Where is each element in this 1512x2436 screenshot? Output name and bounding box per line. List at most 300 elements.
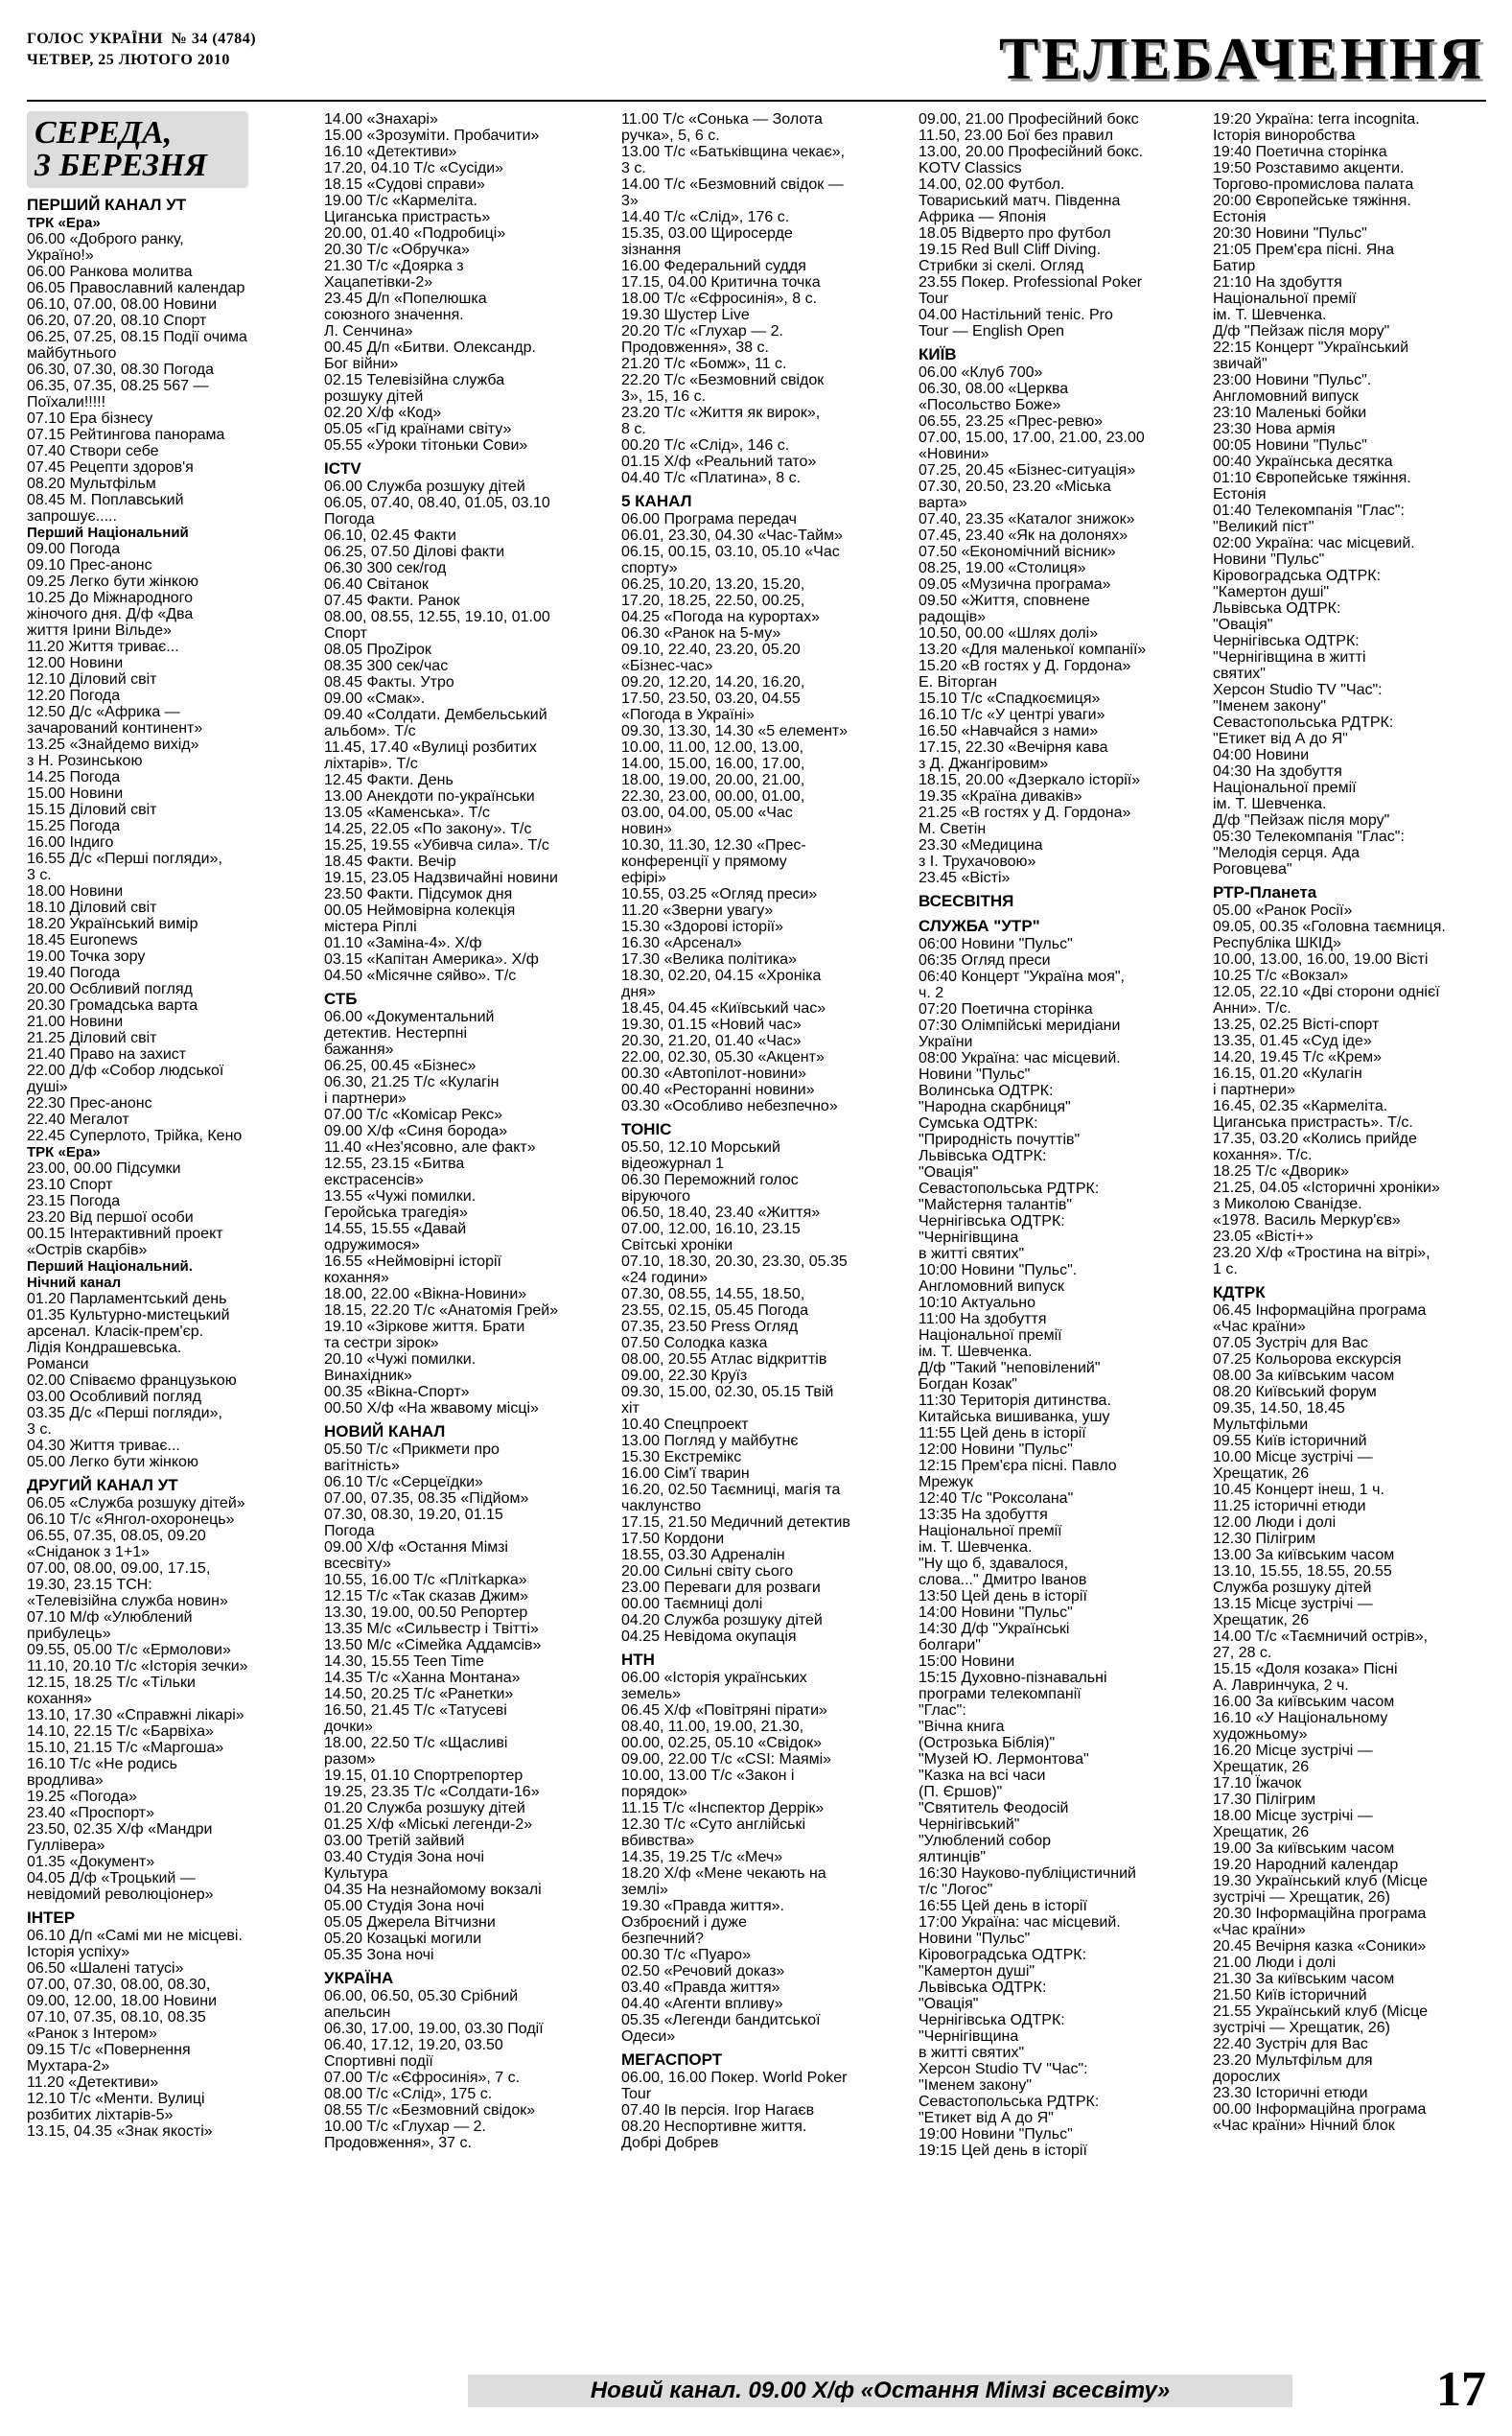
listing-line: 00:05 Новини "Пульс" xyxy=(1213,437,1367,454)
listing-line: 15.30 Екстремікс xyxy=(621,1449,742,1465)
listing-line: 13:50 Цей день в історії xyxy=(919,1588,1087,1604)
listing-line: Севастопольська РДТРК: xyxy=(919,1181,1100,1197)
listing-line: 21:05 Прем'єра пісні. Яна xyxy=(1213,242,1395,258)
listing-line: 14.50, 20.25 Т/с «Ранетки» xyxy=(324,1686,514,1702)
listing-line: 23.00, 00.00 Підсумки xyxy=(27,1160,181,1177)
listing-line: 09.35, 14.50, 18.45 xyxy=(1213,1400,1345,1417)
listing-line: 06.00 «Документальний xyxy=(324,1009,495,1025)
listing-line: 12.15, 18.25 Т/с «Тільки xyxy=(27,1675,196,1691)
listing-line: 00.00, 02.25, 05.10 «Свідок» xyxy=(621,1735,822,1751)
listing-line: 14:30 Д/ф "Українські xyxy=(919,1621,1070,1637)
listing-line: 18.05 Відверто про футбол xyxy=(919,225,1111,242)
listing-line: 13.25, 02.25 Вісті-спорт xyxy=(1213,1017,1380,1033)
listing-line: спорту» xyxy=(621,560,678,576)
listing-line: 14.00, 02.00 Футбол. xyxy=(919,176,1065,193)
listing-line: 11.10, 20.10 Т/с «Історія зечки» xyxy=(27,1658,248,1675)
listing-line: 18.45 Euronews xyxy=(27,932,138,949)
listing-line: 08.20 Київський форум xyxy=(1213,1384,1377,1400)
listing-line: 18.25 Т/с «Дворик» xyxy=(1213,1163,1349,1180)
listing-line: 00.45 Д/п «Битви. Олександр. xyxy=(324,340,536,356)
listing-line: "Святитель Феодосій xyxy=(919,1800,1069,1816)
listing-line: новин» xyxy=(621,821,672,837)
listing-line: «Сніданок з 1+1» xyxy=(27,1544,151,1560)
listing-line: Севастопольська РДТРК: xyxy=(1213,714,1394,731)
listing-line: 04:00 Новини xyxy=(1213,747,1310,763)
listing-line: союзного значення. xyxy=(324,307,464,323)
listing-line: земель» xyxy=(621,1686,681,1702)
listing-line: 19.35 «Країна диваків» xyxy=(919,788,1082,805)
listing-line: 16.10 Т/с «Не родись xyxy=(27,1756,177,1772)
listing-line: 05.35 Зона ночі xyxy=(324,1947,434,1963)
listing-line: Торгово-промислова палата xyxy=(1213,176,1414,193)
listing-line: 06.50, 18.40, 23.40 «Життя» xyxy=(621,1205,821,1221)
listing-line: 06.30, 08.00 «Церква xyxy=(919,381,1069,397)
listing-line: 03.15 «Капітан Америка». Х/ф xyxy=(324,951,539,968)
listing-line: "Глас": xyxy=(919,1702,966,1719)
listing-line: «Посольство Боже» xyxy=(919,397,1061,413)
listing-line: радощів» xyxy=(919,609,987,625)
listing-line: 07.30, 08.30, 19.20, 01.15 xyxy=(324,1507,503,1523)
listing-line: розбитих ліхтарів-5» xyxy=(27,2107,174,2123)
listing-line: Романси xyxy=(27,1356,89,1372)
listing-line: Чернігівська ОДТРК: xyxy=(1213,633,1360,649)
listing-line: 20.10 «Чужі помилки. xyxy=(324,1351,477,1368)
listing-line: Англомовний випуск xyxy=(1213,388,1359,405)
listing-line: Історія виноробства xyxy=(1213,128,1356,144)
listing-line: 14:00 Новини "Пульс" xyxy=(919,1604,1073,1621)
listing-line: 07.40 Створи себе xyxy=(27,443,159,459)
listing-line: "Народна скарбниця" xyxy=(919,1099,1071,1115)
listing-line: 19.30, 23.15 ТСН: xyxy=(27,1577,152,1593)
listing-line: 20.30 Інформаційна програма xyxy=(1213,1906,1427,1922)
listing-line: 14.00 Т/с «Таємничий острів», xyxy=(1213,1628,1429,1645)
listing-line: 20.45 Вечірня казка «Соники» xyxy=(1213,1938,1427,1955)
listing-line: 18.15 «Судові справи» xyxy=(324,176,485,193)
listing-line: (Острозька Біблія)" xyxy=(919,1735,1056,1751)
channel-heading: КДТРК xyxy=(1213,1283,1266,1301)
listing-line: Д/ф "Такий "неповілений" xyxy=(919,1360,1101,1376)
listing-line: життя Ірини Вільде» xyxy=(27,622,172,639)
listing-line: 3 с. xyxy=(27,1421,52,1438)
listing-line: 08.40, 11.00, 19.00, 21.30, xyxy=(621,1719,804,1735)
listing-line: кохання» xyxy=(324,1270,389,1286)
listing-line: 09.05, 00.35 «Головна таємниця. xyxy=(1213,919,1446,935)
channel-heading: ВСЕСВІТНЯ xyxy=(919,892,1014,910)
channel-heading: КИЇВ xyxy=(919,345,957,363)
listing-line: "Камертон душі" xyxy=(919,1963,1035,1979)
listing-line: 03.00 Третій зайвий xyxy=(324,1833,465,1849)
listing-line: 11.50, 23.00 Бої без правил xyxy=(919,128,1114,144)
issue-date: ЧЕТВЕР, 25 ЛЮТОГО 2010 xyxy=(27,52,230,68)
listing-line: 21.30 Т/с «Доярка з xyxy=(324,258,464,274)
listing-line: Спортивні події xyxy=(324,2053,433,2070)
listing-line: 05.00 «Ранок Росії» xyxy=(1213,902,1353,919)
listing-line: 06.45 Інформаційна програма xyxy=(1213,1302,1427,1319)
listing-line: 16.00 Сім'ї тварин xyxy=(621,1465,750,1482)
listing-line: 10.55, 16.00 Т/с «Плітkарка» xyxy=(324,1572,527,1588)
listing-line: дочки» xyxy=(324,1719,374,1735)
channel-heading: РТР-Планета xyxy=(1213,883,1317,902)
listing-line: "Великий піст" xyxy=(1213,519,1314,535)
listing-line: 06.05 «Служба розшуку дітей» xyxy=(27,1495,245,1511)
listing-line: 18.00, 19.00, 20.00, 21.00, xyxy=(621,772,805,788)
listing-line: 07.00, 07.30, 08.00, 08.30, xyxy=(27,1977,211,1993)
listing-line: 04.40 «Агенти впливу» xyxy=(621,1996,783,2012)
listing-line: 17.15, 21.50 Медичний детектив xyxy=(621,1514,850,1531)
listing-line: 07.40 Ів персія. Ігор Нагаєв xyxy=(621,2102,815,2119)
listing-line: (П. Єршов)" xyxy=(919,1784,1003,1800)
listing-line: 12.10 Діловий світ xyxy=(27,671,157,688)
listing-line: 17.10 Їжачок xyxy=(1213,1775,1302,1792)
listing-line: 00.00 Інформаційна програма xyxy=(1213,2101,1427,2118)
listing-line: кохання» xyxy=(27,1691,92,1707)
listing-line: «Час країни» xyxy=(1213,1319,1306,1335)
listing-line: разом» xyxy=(324,1751,376,1768)
listing-line: 17.50, 23.50, 03.20, 04.55 xyxy=(621,691,801,707)
listing-line: 13.30, 19.00, 00.50 Репортер xyxy=(324,1604,528,1621)
listing-line: 14.00 «Знахарі» xyxy=(324,111,438,128)
listing-line: 17:00 Україна: час місцевий. xyxy=(919,1914,1121,1931)
listing-line: 05:30 Телекомпанія "Глас": xyxy=(1213,829,1405,845)
listing-line: 03.35 Д/с «Перші погляди», xyxy=(27,1405,222,1421)
listing-line: 21.30 За київським часом xyxy=(1213,1971,1395,1987)
listing-line: 22.00 Д/ф «Собор людської xyxy=(27,1063,224,1079)
listing-line: 23.20 Х/ф «Тростина на вітрі», xyxy=(1213,1245,1431,1261)
listing-line: 06.05, 07.40, 08.40, 01.05, 03.10 xyxy=(324,495,550,511)
listing-line: 18.20 Український вимір xyxy=(27,916,198,932)
listing-line: 13.20 «Для маленької компанії» xyxy=(919,642,1147,658)
listing-line: звичай" xyxy=(1213,356,1268,372)
listing-line: запрошує..... xyxy=(27,508,117,525)
listing-line: 13.35, 01.45 «Суд іде» xyxy=(1213,1033,1372,1049)
listing-line: 17.15, 22.30 «Вечірня кава xyxy=(919,739,1108,756)
listing-line: Національної премії xyxy=(919,1523,1062,1539)
channel-heading: ТОНІС xyxy=(621,1120,672,1138)
listing-line: 01.25 Х/ф «Міські легенди-2» xyxy=(324,1816,533,1833)
listing-line: Сумська ОДТРК: xyxy=(919,1115,1038,1132)
section-title: ТЕЛЕБАЧЕННЯ xyxy=(998,27,1484,92)
listing-line: 07.05 Зустріч для Вас xyxy=(1213,1335,1368,1351)
listing-line: 13.00 Анекдоти по-українськи xyxy=(324,788,535,805)
listing-line: 19.25, 23.35 Т/с «Солдати-16» xyxy=(324,1784,540,1800)
listing-line: "Етикет від А до Я" xyxy=(1213,731,1348,747)
listing-line: 06.55, 23.25 «Прес-ревю» xyxy=(919,413,1104,430)
listing-line: 09.40 «Солдати. Дембельський xyxy=(324,707,547,723)
listing-line: ім. Т. Шевченка. xyxy=(1213,796,1327,812)
listing-line: 21.20 Т/с «Бомж», 11 с. xyxy=(621,356,787,372)
listing-line: "Овація" xyxy=(1213,617,1273,633)
listing-line: "Улюблений собор xyxy=(919,1833,1051,1849)
listing-line: 19.10 «Зіркове життя. Брати xyxy=(324,1319,525,1335)
listing-line: Севастопольська РДТРК: xyxy=(919,2094,1100,2110)
listing-line: 06.30 Переможний голос xyxy=(621,1172,799,1188)
listing-line: 17.20, 04.10 Т/с «Сусіди» xyxy=(324,160,504,176)
listing-line: 1 с. xyxy=(1213,1261,1238,1277)
listing-line: 07.00, 12.00, 16.10, 23.15 xyxy=(621,1221,801,1237)
listing-line: 04:30 На здобуття xyxy=(1213,763,1342,780)
listing-line: 03.00, 04.00, 05.00 «Час xyxy=(621,805,793,821)
channel-heading: 5 КАНАЛ xyxy=(621,492,692,510)
listing-line: 20.20 Т/с «Глухар — 2. xyxy=(621,323,783,340)
listing-line: 08.35 300 сек/час xyxy=(324,658,449,674)
footer-promo: Новий канал. 09.00 Х/ф «Остання Мімзі всесвіту» xyxy=(468,2375,1292,2407)
listing-line: 19.15, 23.05 Надзвичайні новини xyxy=(324,870,558,886)
listing-line: Хацапетівки-2» xyxy=(324,274,433,291)
listing-line: в житті святих" xyxy=(919,2045,1025,2061)
listing-line: 15.10, 21.15 Т/с «Маргоша» xyxy=(27,1740,224,1756)
listing-line: 21.55 Український клуб (Місце xyxy=(1213,2003,1429,2020)
listing-line: 19:20 Україна: terra incognita. xyxy=(1213,111,1420,128)
listing-line: 06.55, 07.35, 08.05, 09.20 xyxy=(27,1528,206,1544)
listing-line: України xyxy=(919,1034,973,1050)
listing-line: 17.30 Пілігрим xyxy=(1213,1792,1316,1808)
listing-line: вагітність» xyxy=(324,1458,400,1474)
listing-line: 12:15 Прем'єра пісні. Павло xyxy=(919,1458,1117,1474)
listing-line: 06.25, 07.25, 08.15 Події очима xyxy=(27,329,247,345)
listing-line: 06.10 Д/п «Самі ми не місцеві. xyxy=(27,1928,243,1944)
listing-line: 04.40 Т/с «Платина», 8 с. xyxy=(621,470,802,486)
listing-line: 23.30 Історичні етюди xyxy=(1213,2085,1368,2101)
listing-line: 10:00 Новини "Пульс". xyxy=(919,1262,1078,1278)
listing-line: 16.10 Т/с «У центрі уваги» xyxy=(919,707,1105,723)
listing-line: 13.00 Т/с «Батьківщина чекає», xyxy=(621,144,846,160)
listing-line: 05.35 «Легенди бандитської xyxy=(621,2012,821,2028)
listing-line: 20:00 Європейське тяжіння. xyxy=(1213,193,1411,209)
listing-line: 23:30 Нова армія xyxy=(1213,421,1336,437)
listing-line: 09.00 Х/ф «Остання Мімзі xyxy=(324,1539,508,1556)
listing-line: 00.35 «Вікна-Спорт» xyxy=(324,1384,470,1400)
listing-line: 15:15 Духовно-пізнавальні xyxy=(919,1670,1107,1686)
listing-line: 09.10, 22.40, 23.20, 05.20 xyxy=(621,642,801,658)
listing-line: Погода xyxy=(324,1523,375,1539)
listing-line: 13.05 «Каменська». Т/с xyxy=(324,805,490,821)
listing-line: 16.15, 01.20 «Кулагін xyxy=(1213,1066,1362,1082)
listing-line: 06.25, 07.50 Ділові факти xyxy=(324,544,505,560)
listing-line: 02.50 «Речовий доказ» xyxy=(621,1963,785,1979)
listing-line: 18.10 Діловий світ xyxy=(27,900,157,916)
listing-line: Гуллівера» xyxy=(27,1838,105,1854)
masthead-rule xyxy=(27,100,1486,102)
listing-line: Кіровоградська ОДТРК: xyxy=(919,1947,1087,1963)
listing-line: 00.05 Неймовірна колекція xyxy=(324,902,516,919)
listing-line: 11.00 Т/с «Сонька — Золота xyxy=(621,111,823,128)
listing-line: 08.00, 08.55, 12.55, 19.10, 01.00 xyxy=(324,609,550,625)
listing-line: 06.30, 07.30, 08.30 Погода xyxy=(27,362,215,378)
listing-line: Львівська ОДТРК: xyxy=(919,1979,1047,1996)
listing-line: 21.25, 04.05 «Історичні хроніки» xyxy=(1213,1180,1440,1196)
listing-line: 11:00 На здобуття xyxy=(919,1311,1047,1327)
listing-line: 06.10 Т/с «Серцеїдки» xyxy=(324,1474,483,1490)
listing-line: 13.25 «Знайдемо вихід» xyxy=(27,737,199,753)
listing-line: 04.05 Д/ф «Троцький — xyxy=(27,1870,196,1886)
listing-line: 16:55 Цей день в історії xyxy=(919,1898,1087,1914)
listing-line: 00.40 «Ресторанні новини» xyxy=(621,1082,815,1098)
listing-line: 12.30 Пілігрим xyxy=(1213,1531,1316,1547)
channel-subheading: Перший Національний. xyxy=(27,1258,193,1275)
listing-line: 00:40 Українська десятка xyxy=(1213,454,1393,470)
listing-line: 14.20, 19.45 Т/с «Крем» xyxy=(1213,1049,1382,1066)
listing-line: 13.15, 04.35 «Знак якості» xyxy=(27,2123,213,2140)
listing-line: 20.00 Осбливий погляд xyxy=(27,981,193,997)
listing-line: художньому» xyxy=(1213,1726,1308,1743)
listing-line: Чернігівська ОДТРК: xyxy=(919,2012,1065,2028)
listing-line: Tour xyxy=(919,291,949,307)
listing-line: землі» xyxy=(621,1882,668,1898)
listing-line: "Чернігівщина в житті xyxy=(1213,649,1366,666)
paper-name: ГОЛОС УКРАЇНИ xyxy=(27,31,163,47)
listing-line: Кіровоградська ОДТРК: xyxy=(1213,568,1382,584)
listing-line: 10.00 Т/с «Глухар — 2. xyxy=(324,2119,486,2135)
listing-line: "Ну що б, здавалося, xyxy=(919,1556,1069,1572)
listing-line: Національної премії xyxy=(1213,291,1357,307)
listing-line: 08:00 Україна: час місцевий. xyxy=(919,1050,1121,1066)
listing-line: зізнання xyxy=(621,242,682,258)
listing-line: 14.00 Т/с «Безмовний свідок — xyxy=(621,176,844,193)
listing-column-4 xyxy=(919,111,1192,2346)
listing-line: 14.40 Т/с «Слід», 176 с. xyxy=(621,209,790,225)
listing-line: і партнери» xyxy=(324,1090,407,1107)
listing-line: 23.55 Покер. Professional Poker xyxy=(919,274,1143,291)
masthead-left xyxy=(27,29,256,71)
channel-heading: ПЕРШИЙ КАНАЛ УТ xyxy=(27,196,187,214)
listing-line: 12.00 Люди і долі xyxy=(1213,1514,1337,1531)
listing-line: 19.30 «Правда життя». xyxy=(621,1898,784,1914)
listing-line: 23.50 Факти. Підсумок дня xyxy=(324,886,513,902)
listing-line: 02.20 Х/ф «Код» xyxy=(324,405,442,421)
listing-line: 09.05 «Музична програма» xyxy=(919,576,1111,593)
listing-line: 11.20 «Зверни увагу» xyxy=(621,902,774,919)
listing-line: 14.25, 22.05 «По закону». Т/с xyxy=(324,821,532,837)
listing-line: Служба розшуку дітей xyxy=(1213,1580,1372,1596)
listing-line: 15.00 Новини xyxy=(27,785,124,802)
listing-line: 16.45, 02.35 «Кармеліта. xyxy=(1213,1098,1388,1114)
listing-line: 16.50 «Навчайся з нами» xyxy=(919,723,1099,739)
listing-line: 09.00 Х/ф «Синя борода» xyxy=(324,1123,508,1139)
listing-line: 18.00 Т/с «Єфросинія», 8 с. xyxy=(621,291,818,307)
masthead xyxy=(27,29,1484,98)
listing-line: «24 години» xyxy=(621,1270,709,1286)
listing-line: 20.30 Громадська варта xyxy=(27,997,198,1014)
listing-line: 16.20 Місце зустрічі — xyxy=(1213,1743,1373,1759)
listing-line: 10.30, 11.30, 12.30 «Прес- xyxy=(621,837,806,854)
listing-line: 09.30, 15.00, 02.30, 05.15 Твій xyxy=(621,1384,834,1400)
listing-line: 10.00 Місце зустрічі — xyxy=(1213,1449,1373,1465)
listing-line: 06.30, 17.00, 19.00, 03.30 Події xyxy=(324,2021,544,2037)
listing-line: 05.20 Козацькі могили xyxy=(324,1931,482,1947)
listing-column-3 xyxy=(621,111,895,2346)
listing-line: 05.50 Т/с «Прикмети про xyxy=(324,1441,500,1458)
listing-line: 16.30 «Арсенал» xyxy=(621,935,742,951)
listing-line: 19:00 Новини "Пульс" xyxy=(919,2126,1073,2143)
listing-line: 01.15 Х/ф «Реальний тато» xyxy=(621,454,817,470)
listing-line: дорослих xyxy=(1213,2069,1281,2085)
listing-line: 06.15, 00.15, 03.10, 05.10 «Час xyxy=(621,544,840,560)
listing-line: 12.15 Т/с «Так сказав Джим» xyxy=(324,1588,529,1604)
listing-line: Національної премії xyxy=(1213,780,1357,796)
listing-line: «1978. Василь Меркур'єв» xyxy=(1213,1212,1401,1229)
listing-line: 16.55 «Неймовірні історії xyxy=(324,1253,501,1270)
listing-line: 18.15, 20.00 «Дзеркало історії» xyxy=(919,772,1141,788)
listing-line: "Чернігівщина xyxy=(919,1230,1019,1246)
listing-line: 13.10, 15.55, 18.55, 20.55 xyxy=(1213,1563,1392,1580)
listing-line: 09.20, 12.20, 14.20, 16.20, xyxy=(621,674,805,691)
day-banner-line: 3 БЕРЕЗНЯ xyxy=(35,148,207,183)
listing-line: ім. Т. Шевченка. xyxy=(919,1539,1033,1556)
listing-line: дня» xyxy=(621,984,656,1000)
listing-line: 09.10 Прес-анонс xyxy=(27,557,152,574)
listing-line: Циганська пристрасть». Т/с. xyxy=(1213,1114,1413,1131)
listing-line: 04.25 Невідома окупація xyxy=(621,1628,797,1645)
listing-line: 13.00 За київським часом xyxy=(1213,1547,1395,1563)
listing-line: 13:35 На здобуття xyxy=(919,1507,1048,1523)
listing-line: 20.00 Сильні світу сього xyxy=(621,1563,794,1580)
listing-line: ім. Т. Шевченка. xyxy=(1213,307,1327,323)
listing-line: Новини "Пульс" xyxy=(919,1066,1031,1083)
listing-line: Циганська пристрасть» xyxy=(324,209,491,225)
listing-line: 12:00 Новини "Пульс" xyxy=(919,1441,1073,1458)
listing-line: Культура xyxy=(324,1865,388,1882)
listing-line: "Казка на всі часи xyxy=(919,1768,1046,1784)
listing-line: 14.35, 19.25 Т/с «Меч» xyxy=(621,1849,783,1865)
listing-line: "Етикет від А до Я" xyxy=(919,2110,1054,2126)
listing-line: кохання». Т/с. xyxy=(1213,1147,1313,1163)
listing-line: 06.00 Служба розшуку дітей xyxy=(324,479,525,495)
listing-line: 06.00, 06.50, 05.30 Срібний xyxy=(324,1988,519,2004)
listing-line: 06.50 «Шалені татусі» xyxy=(27,1960,184,1977)
listing-line: 10.00, 11.00, 12.00, 13.00, xyxy=(621,739,804,756)
day-banner xyxy=(27,111,248,188)
listing-line: 18.45 Факти. Вечір xyxy=(324,854,456,870)
listing-line: 18.00, 22.50 Т/с «Щасливі xyxy=(324,1735,508,1751)
listing-line: ручка», 5, 6 с. xyxy=(621,128,720,144)
listing-line: 12.10 Т/с «Менти. Вулиці xyxy=(27,2091,205,2107)
channel-subheading: Перший Національний xyxy=(27,525,189,541)
listing-line: 15:00 Новини xyxy=(919,1653,1015,1670)
listing-line: 07.00 Т/с «Єфросинія», 7 с. xyxy=(324,2070,521,2086)
listing-line: 21:10 На здобуття xyxy=(1213,274,1342,291)
channel-subheading: ТРК «Ера» xyxy=(27,1144,101,1160)
listing-line: 22.30 Прес-анонс xyxy=(27,1095,152,1112)
listing-line: 10.25 До Міжнародного xyxy=(27,590,194,606)
listing-line: "Овація" xyxy=(919,1164,979,1181)
listing-line: 07.45, 23.40 «Як на долонях» xyxy=(919,527,1128,544)
listing-line: 23.20 Від першої особи xyxy=(27,1209,194,1226)
listing-line: бажання» xyxy=(324,1042,394,1058)
listing-line: 27, 28 с. xyxy=(1213,1645,1272,1661)
listing-line: 00.30 «Автопілот-новини» xyxy=(621,1066,807,1082)
listing-line: 12.50 Д/с «Африка — xyxy=(27,704,180,720)
listing-line: 15.20 «В гостях у Д. Гордона» xyxy=(919,658,1131,674)
listing-line: Україно!» xyxy=(27,247,94,264)
listing-line: 11.40 «Нез'ясовно, але факт» xyxy=(324,1139,536,1156)
listing-line: 23.20 Т/с «Життя як вирок», xyxy=(621,405,821,421)
listing-line: 19:50 Розставимо акценти. xyxy=(1213,160,1405,176)
listing-line: 07.40, 23.35 «Каталог знижок» xyxy=(919,511,1135,527)
listing-column-5 xyxy=(1213,111,1486,2346)
listing-line: 09.00, 22.30 Круїз xyxy=(621,1368,748,1384)
listing-line: 12.30 Т/с «Суто англійські xyxy=(621,1816,806,1833)
listing-line: 07.15 Рейтингова панорама xyxy=(27,427,225,443)
listing-line: детектив. Нестерпні xyxy=(324,1025,468,1042)
listing-line: "Музей Ю. Лермонтова" xyxy=(919,1751,1089,1768)
listing-line: 19.00 Т/с «Кармеліта. xyxy=(324,193,477,209)
listing-line: відеожурнал 1 xyxy=(621,1156,725,1172)
listing-line: 08.20 Неспортивне життя. xyxy=(621,2119,807,2135)
listing-line: 19.40 Погода xyxy=(27,965,121,981)
listing-line: 10.40 Спецпроект xyxy=(621,1417,749,1433)
listing-line: 01:10 Європейське тяжіння. xyxy=(1213,470,1411,486)
listing-line: Роговцева" xyxy=(1213,861,1292,878)
